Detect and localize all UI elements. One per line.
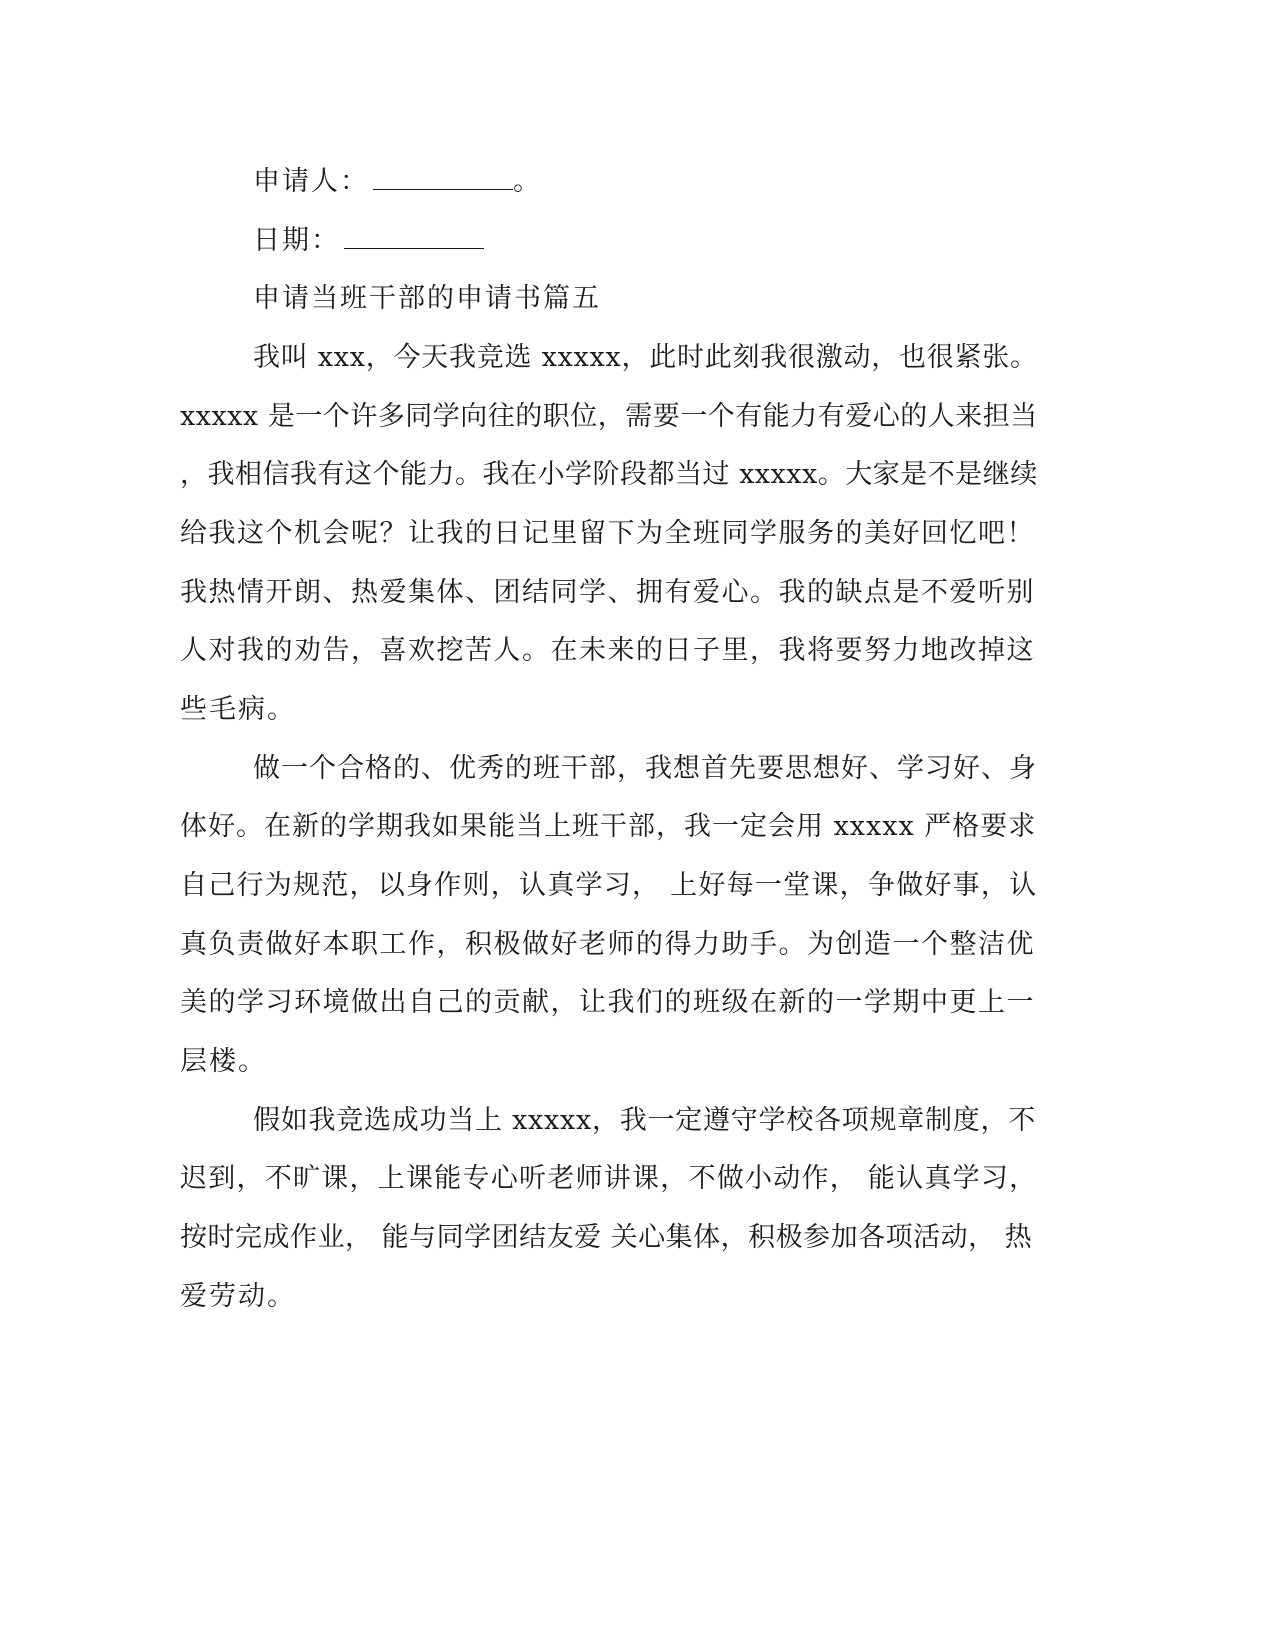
paragraph-line: 美的学习环境做出自己的贡献，让我们的班级在新的一学期中更上一 (180, 987, 1035, 1018)
paragraph-line: 真负责做好本职工作，积极做好老师的得力助手。为创造一个整洁优 (180, 929, 1035, 960)
paragraph-line: 人对我的劝告，喜欢挖苦人。在未来的日子里，我将要努力地改掉这 (180, 635, 1035, 666)
paragraph-line: xxxxx 是一个许多同学向往的职位，需要一个有能力有爱心的人来担当 (180, 401, 1038, 432)
date-label: 日期： (253, 225, 340, 256)
paragraph-line: 假如我竞选成功当上 xxxxx，我一定遵守学校各项规章制度，不 (253, 1105, 1036, 1136)
paragraph-line: 迟到，不旷课，上课能专心听老师讲课，不做小动作， 能认真学习， (180, 1163, 1038, 1194)
paragraph-line: 给我这个机会呢？让我的日记里留下为全班同学服务的美好回忆吧！ (180, 518, 1035, 549)
paragraph-line: 层楼。 (180, 1046, 267, 1077)
paragraph-line: 做一个合格的、优秀的班干部，我想首先要思想好、学习好、身 (253, 753, 1037, 784)
paragraph-line: 我热情开朗、热爱集体、团结同学、拥有爱心。我的缺点是不爱听别 (180, 577, 1035, 608)
date-line (253, 224, 484, 258)
paragraph-line: 些毛病。 (180, 694, 296, 725)
paragraph-line: 按时完成作业， 能与同学团结友爱 关心集体，积极参加各项活动， 热 (180, 1222, 1033, 1253)
paragraph-line: ，我相信我有这个能力。我在小学阶段都当过 xxxxx。大家是不是继续 (180, 459, 1038, 490)
applicant-suffix: 。 (513, 166, 542, 197)
date-blank (344, 226, 484, 249)
applicant-blank (373, 167, 513, 190)
paragraph-line: 爱劳动。 (180, 1281, 296, 1312)
section-title: 申请当班干部的申请书篇五 (253, 283, 601, 314)
paragraph-line: 体好。在新的学期我如果能当上班干部，我一定会用 xxxxx 严格要求 (180, 811, 1037, 842)
applicant-line (253, 165, 542, 199)
applicant-label: 申请人： (253, 166, 369, 197)
paragraph-line: 自己行为规范，以身作则，认真学习， 上好每一堂课，争做好事，认 (180, 870, 1038, 901)
paragraph-line: 我叫 xxx，今天我竞选 xxxxx，此时此刻我很激动，也很紧张。 (253, 342, 1038, 373)
